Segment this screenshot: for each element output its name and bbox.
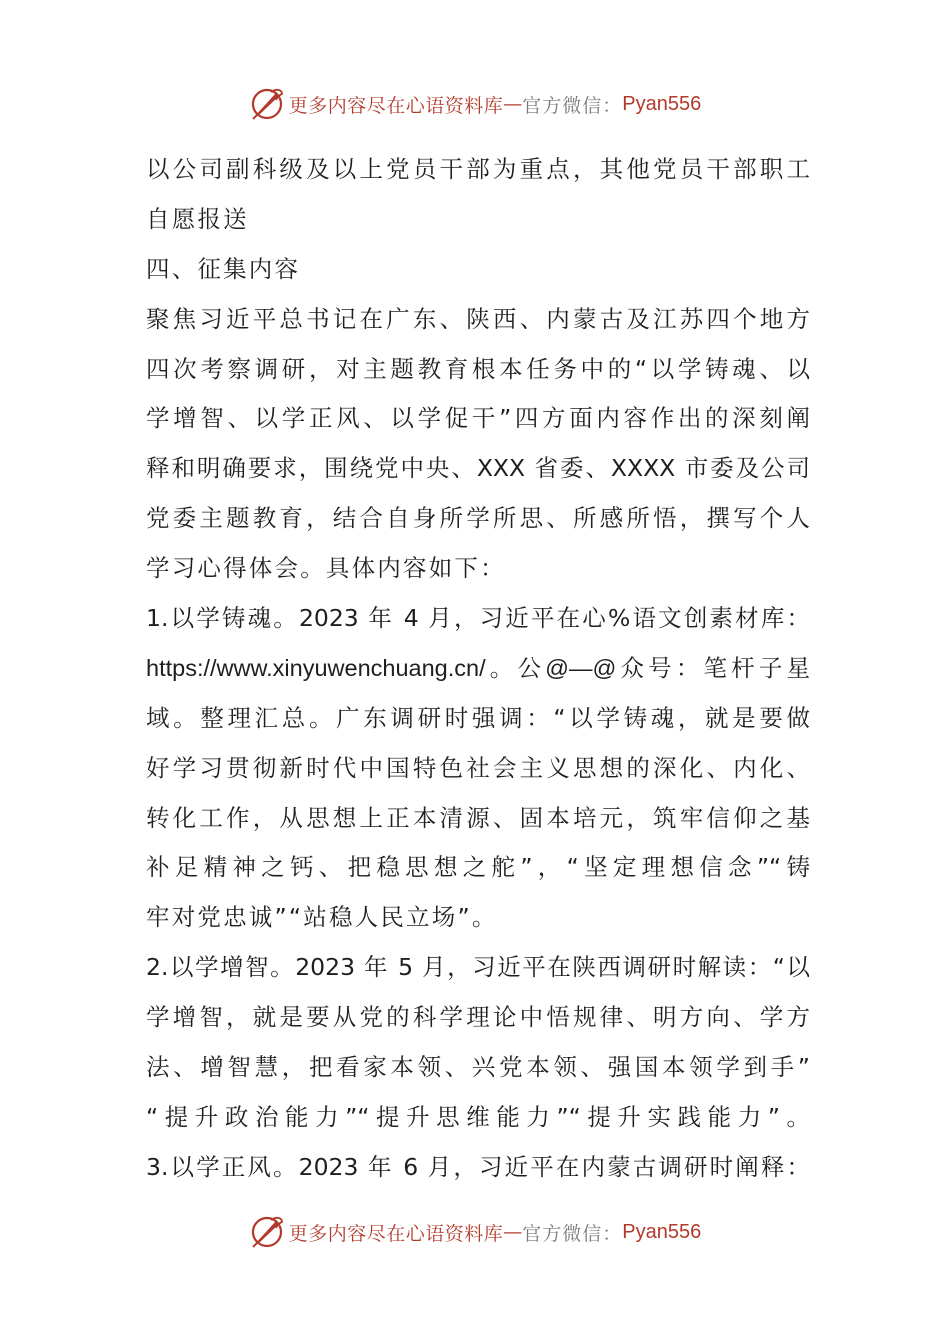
body-line: 自愿报送 <box>146 204 249 233</box>
body-line: 域。整理汇总。广东调研时强调：“以学铸魂，就是要做 <box>146 703 810 732</box>
body-line: 党委主题教育，结合自身所学所思、所感所悟，撰写个人 <box>146 504 810 533</box>
body-line: 释和明确要求，围绕党中央、XXX 省委、XXXX 市委及公司 <box>146 454 810 483</box>
body-line: 补足精神之钙、把稳思想之舵”，“坚定理想信念”“铸 <box>146 853 810 882</box>
body-line: 牢对党忠诚”“站稳人民立场”。 <box>146 903 498 932</box>
body-line: 3.以学正风。2023 年 6 月，习近平在内蒙古调研时阐释： <box>146 1152 810 1181</box>
banner-text: 更多内容尽在心语资料库 <box>288 94 504 117</box>
body-line: 转化工作，从思想上正本清源、固本培元，筑牢信仰之基 <box>146 803 810 832</box>
footer-banner <box>0 1212 950 1252</box>
document-body <box>146 145 810 1193</box>
wechat-label: 官方微信： <box>522 1222 623 1245</box>
body-line: 学增智，就是要从党的科学理论中悟规律、明方向、学方 <box>146 1003 810 1032</box>
body-line: 好学习贯彻新时代中国特色社会主义思想的深化、内化、 <box>146 753 810 782</box>
body-line: 学习心得体会。具体内容如下： <box>146 554 506 583</box>
quill-pen-logo-icon <box>249 1214 285 1250</box>
wechat-id: Pyan556 <box>622 92 702 115</box>
banner-dash: — <box>503 1221 523 1243</box>
quill-pen-logo-icon <box>249 86 285 122</box>
body-line: 2.以学增智。2023 年 5 月，习近平在陕西调研时解读：“以 <box>146 953 810 982</box>
section-heading: 四、征集内容 <box>146 254 301 283</box>
banner-dash: — <box>503 93 523 115</box>
body-line: 聚焦习近平总书记在广东、陕西、内蒙古及江苏四个地方 <box>146 304 810 333</box>
body-line: 法、增智慧，把看家本领、兴党本领、强国本领学到手” <box>146 1053 810 1082</box>
header-banner <box>0 84 950 124</box>
body-line-url: https://www.xinyuwenchuang.cn/。公@—@众号：笔杆子星 <box>146 654 810 681</box>
wechat-label: 官方微信： <box>522 94 623 117</box>
wechat-id: Pyan556 <box>622 1220 702 1243</box>
body-line: 1.以学铸魂。2023 年 4 月，习近平在心%语文创素材库： <box>146 604 810 633</box>
body-line: 四次考察调研，对主题教育根本任务中的“以学铸魂、以 <box>146 354 810 383</box>
banner-text: 更多内容尽在心语资料库 <box>288 1222 504 1245</box>
body-line: 学增智、以学正风、以学促干”四方面内容作出的深刻阐 <box>146 404 810 433</box>
body-line: 以公司副科级及以上党员干部为重点，其他党员干部职工 <box>146 155 810 183</box>
body-line: “提升政治能力”“提升思维能力”“提升实践能力”。 <box>146 1102 810 1131</box>
